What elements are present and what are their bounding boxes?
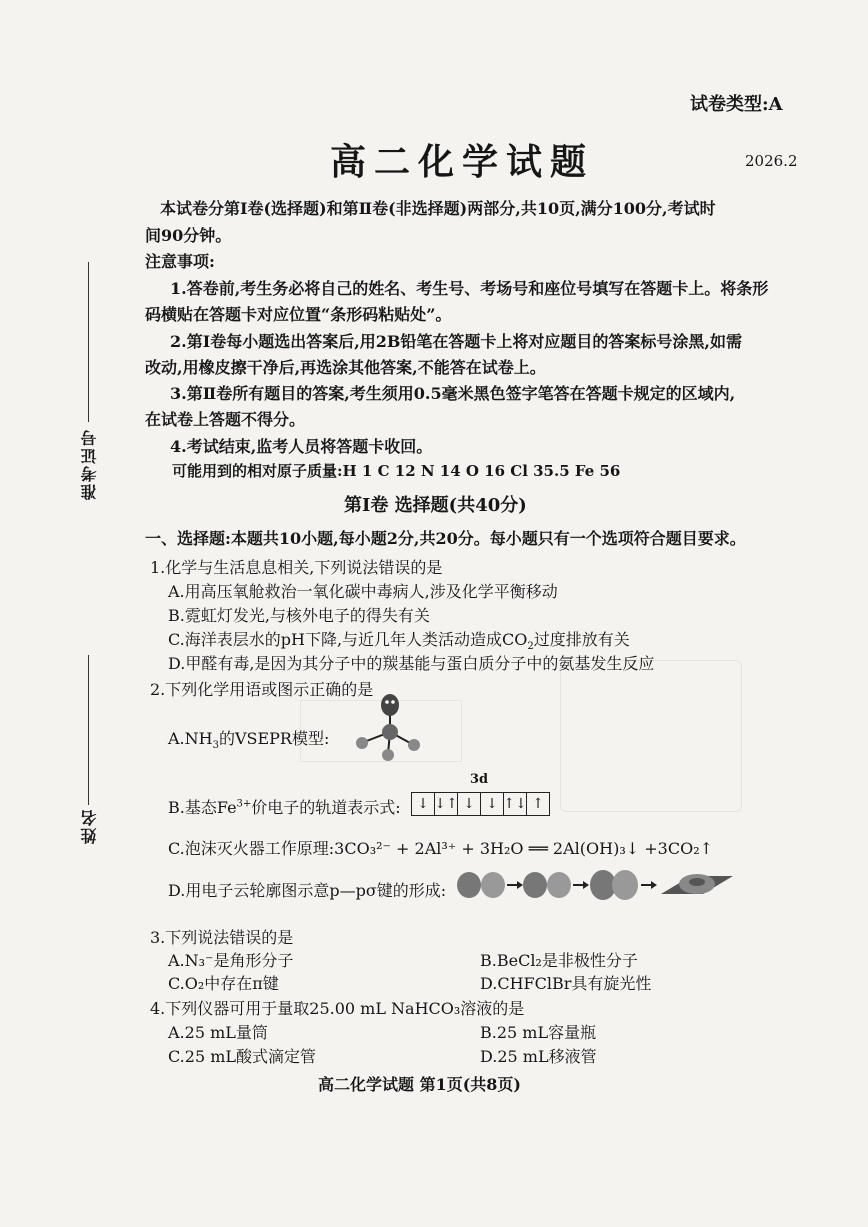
q4-option-b: B.25 mL容量瓶 <box>480 1023 597 1042</box>
exam-no-line <box>88 262 89 422</box>
q4-option-a: A.25 mL量筒 <box>168 1023 268 1042</box>
q4-option-d: D.25 mL移液管 <box>480 1047 597 1066</box>
part1-heading: 一、选择题:本题共10小题,每小题2分,共20分。每小题只有一个选项符合题目要求。 <box>145 529 746 548</box>
notice-1b: 码横贴在答题卡对应位置“条形码粘贴处”。 <box>145 305 452 324</box>
q2-option-a: $A.NH_3$的VSEPR模型: <box>168 729 330 752</box>
exam-no-label: 准考证号 <box>80 428 99 500</box>
notice-3a: 3.第Ⅱ卷所有题目的答案,考生须用0.5毫米黑色签字笔答在答题卡规定的区域内, <box>170 384 736 403</box>
name-line <box>88 655 89 805</box>
vsepr-model-figure <box>350 692 430 762</box>
q3-option-d: D.CHFClBr具有旋光性 <box>480 974 652 993</box>
q1-option-a: A.用高压氧舱救治一氧化碳中毒病人,涉及化学平衡移动 <box>168 582 558 601</box>
exam-date: 2026.2 <box>745 152 798 170</box>
notice-4: 4.考试结束,监考人员将答题卡收回。 <box>170 437 433 456</box>
orbital-cell: ↓↑ <box>435 793 458 815</box>
q3-stem: 3.下列说法错误的是 <box>150 928 294 947</box>
q1-option-b: B.霓虹灯发光,与核外电子的得失有关 <box>168 606 430 625</box>
orbital-cell: ↓ <box>481 793 504 815</box>
electron-cloud-figure <box>455 860 735 910</box>
q1-option-c: C.海洋表层水的pH下降,与近几年人类活动造成$CO_2$过度排放有关 <box>168 630 630 653</box>
q2-option-c: C.泡沫灭火器工作原理:3CO₃²⁻ + 2Al³⁺ + 3H₂O ══ 2Al(OH)₃↓ +3CO₂↑ <box>168 839 714 858</box>
paper-type: 试卷类型:A <box>690 94 783 115</box>
q1-option-d: D.甲醛有毒,是因为其分子中的羰基能与蛋白质分子中的氨基发生反应 <box>168 654 655 673</box>
orbital-diagram <box>411 792 550 816</box>
orbital-cell: ↑↓ <box>504 793 527 815</box>
orbital-label: 3d <box>470 772 489 787</box>
q1-stem: 1.化学与生活息息相关,下列说法错误的是 <box>150 558 443 577</box>
q4-stem: 4.下列仪器可用于量取25.00 mL NaHCO₃溶液的是 <box>150 999 525 1018</box>
q3-option-c: C.O₂中存在π键 <box>168 974 279 993</box>
orbital-cell: ↑ <box>532 796 544 812</box>
section-title: 第Ⅰ卷 选择题(共40分) <box>344 495 527 516</box>
q2-option-d: D.用电子云轮廓图示意p—pσ键的形成: <box>168 881 447 900</box>
notice-heading: 注意事项: <box>145 252 215 271</box>
page-title: 高二化学试题 <box>330 141 595 183</box>
q3-option-b: B.BeCl₂是非极性分子 <box>480 951 638 970</box>
notice-2b: 改动,用橡皮擦干净后,再选涂其他答案,不能答在试卷上。 <box>145 358 546 377</box>
atomic-masses: 可能用到的相对原子质量:H 1 C 12 N 14 O 16 Cl 35.5 Fe 56 <box>172 462 621 480</box>
orbital-cell: ↓ <box>412 793 435 815</box>
notice-1a: 1.答卷前,考生务必将自己的姓名、考生号、考场号和座位号填写在答题卡上。将条形 <box>170 279 769 298</box>
orbital-cell: ↓ <box>458 793 481 815</box>
page-footer: 高二化学试题 第1页(共8页) <box>318 1075 521 1094</box>
q3-option-a: A.N₃⁻是角形分子 <box>168 951 294 970</box>
bleed-through-artifact <box>560 660 742 812</box>
q2-stem: 2.下列化学用语或图示正确的是 <box>150 680 374 699</box>
name-label: 姓名 <box>80 808 99 844</box>
notice-3b: 在试卷上答题不得分。 <box>145 410 306 429</box>
notice-2a: 2.第Ⅰ卷每小题选出答案后,用2B铅笔在答题卡上将对应题目的答案标号涂黑,如需 <box>170 332 742 351</box>
intro-line-2: 间90分钟。 <box>145 226 232 245</box>
q4-option-c: C.25 mL酸式滴定管 <box>168 1047 317 1066</box>
q2-option-b: B.基态$Fe^{3+}$价电子的轨道表示式: <box>168 798 401 817</box>
intro-line-1: 本试卷分第Ⅰ卷(选择题)和第Ⅱ卷(非选择题)两部分,共10页,满分100分,考试时 <box>160 199 716 218</box>
